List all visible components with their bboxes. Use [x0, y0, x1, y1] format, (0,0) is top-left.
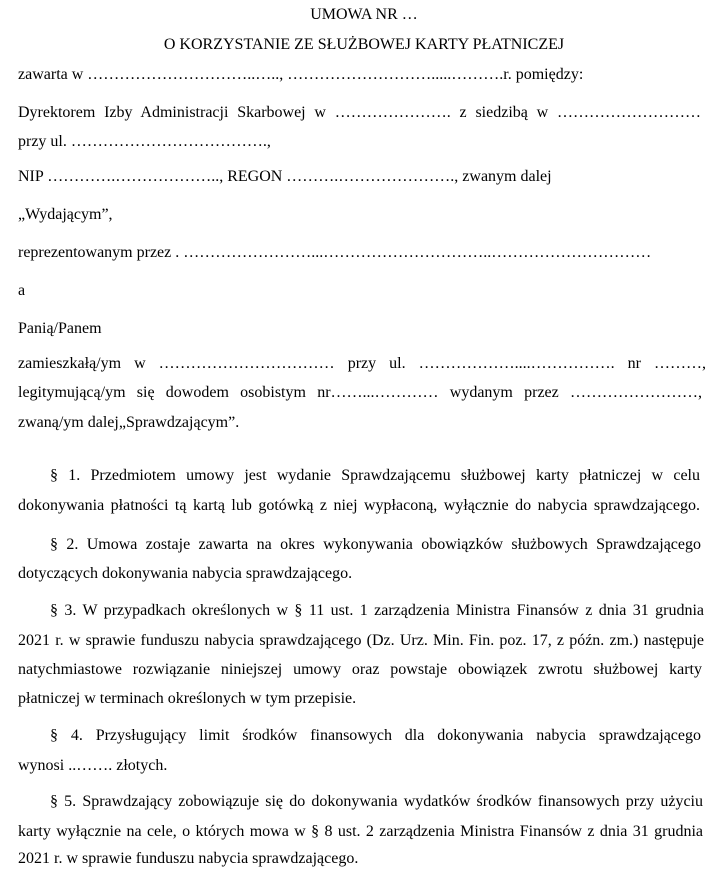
section-3-line-1: § 3. W przypadkach określonych w § 11 ust. 1 zarządzenia Ministra Finansów z dnia 31 grudnia: [50, 602, 704, 619]
represented-line: reprezentowanym przez . ……………………...…………………………..…………………………: [18, 244, 652, 261]
section-3-line-3: natychmiastowe rozwiązanie niniejszej umowy oraz powstaje obowiązek zwrotu służbowej karty: [18, 661, 702, 678]
issuer-line: „Wydającym”,: [18, 206, 113, 223]
and-line: a: [18, 282, 26, 299]
address-line: przy ul. ……………………………….,: [18, 133, 271, 150]
section-2-line-1: § 2. Umowa zostaje zawarta na okres wykonywania obowiązków służbowych Sprawdzającego: [50, 536, 701, 553]
section-3-line-2: 2021 r. w sprawie funduszu nabycia sprawdzającego (Dz. Urz. Min. Fin. poz. 17, z późn. zm.) następuje: [18, 632, 704, 649]
section-5-line-3: 2021 r. w sprawie funduszu nabycia sprawdzającego.: [18, 850, 359, 867]
section-1-line-2: dokonywania płatności tą kartą lub gotówką z niej wypłaconą, wyłącznie do nabycia sprawdzającego.: [18, 497, 700, 514]
director-line: Dyrektorem Izby Administracji Skarbowej w …………………. z siedzibą w ………………………: [18, 104, 701, 121]
id-card-line: legitymującą/ym się dowodem osobistym nr……...………… wydanym przez ……………………,: [18, 384, 702, 401]
concluded-line: zawarta w …………………………..….., ……………………….....……….r. pomiędzy:: [18, 66, 584, 83]
section-2-line-2: dotyczących dokonywania nabycia sprawdzającego.: [18, 565, 353, 582]
section-4-line-2: wynosi ..……. złotych.: [18, 757, 168, 774]
section-5-line-1: § 5. Sprawdzający zobowiązuje się do dokonywania wydatków środków finansowych przy użyciu: [50, 793, 703, 810]
contract-subtitle: O KORZYSTANIE ZE SŁUŻBOWEJ KARTY PŁATNICZEJ: [163, 36, 565, 53]
section-5-line-2: karty wyłącznie na cele, o których mowa w § 8 ust. 2 zarządzenia Ministra Finansów z dnia 31 grudnia: [18, 823, 703, 840]
person-line: Panią/Panem: [18, 320, 102, 337]
residence-line: zamieszkałą/ym w …………………………… przy ul. ………………....……………. nr ………,: [18, 355, 706, 372]
section-4-line-1: § 4. Przysługujący limit środków finansowych dla dokonywania nabycia sprawdzającego: [50, 727, 701, 744]
contract-title: UMOWA NR …: [310, 6, 418, 23]
section-1-line-1: § 1. Przedmiotem umowy jest wydanie Sprawdzającemu służbowej karty płatniczej w celu: [50, 467, 700, 484]
nip-regon-line: NIP ………….……………….., REGON ……….…………………., zwanym dalej: [18, 168, 552, 185]
section-3-line-4: płatniczej w terminach określonych w tym przepisie.: [18, 690, 357, 707]
checker-line: zwaną/ym dalej„Sprawdzającym”.: [18, 414, 240, 431]
